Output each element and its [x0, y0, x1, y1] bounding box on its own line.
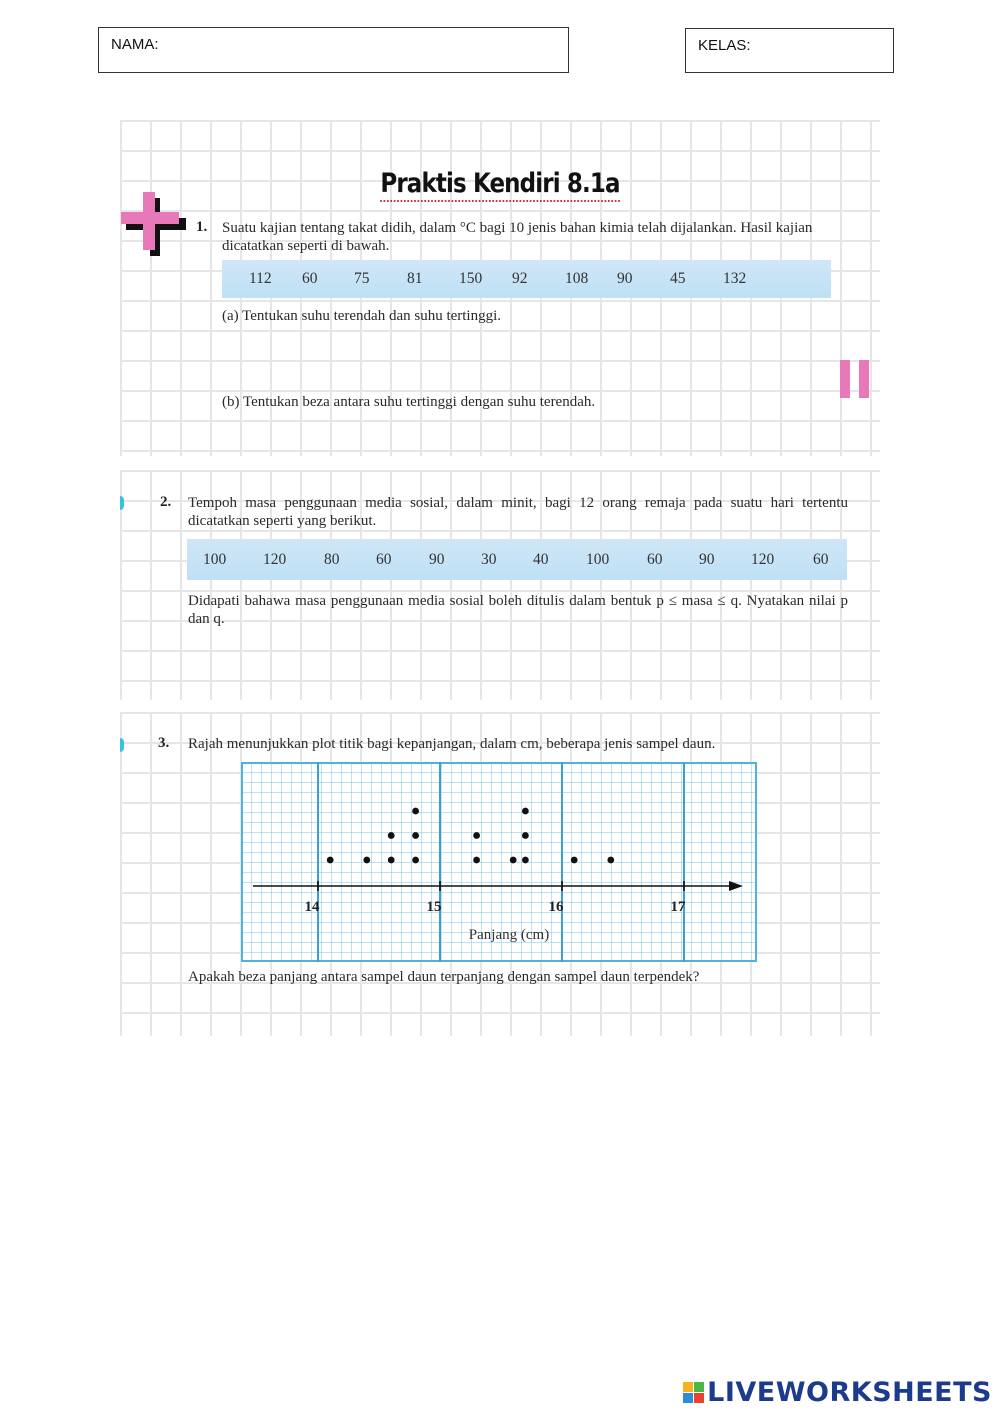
liveworksheets-text: LIVEWORKSHEETS — [707, 1377, 992, 1408]
q2-value: 60 — [647, 550, 663, 568]
q3-text: Rajah menunjukkan plot titik bagi kepanjangan, dalam cm, beberapa jenis sampel daun. — [188, 736, 716, 752]
q1-value: 81 — [407, 270, 423, 287]
logo-tile — [683, 1382, 693, 1392]
q1-number: 1. — [196, 219, 208, 235]
q2-value: 30 — [481, 550, 497, 568]
q2-number: 2. — [160, 494, 172, 510]
data-point — [412, 832, 419, 839]
q2-text: Tempoh masa penggunaan media sosial, dalam minit, bagi 12 orang remaja pada suatu hari tertentu dicatatkan seperti yang berikut. — [188, 495, 848, 529]
tick-label: 15 — [426, 899, 442, 915]
q1-value: 60 — [302, 270, 318, 287]
q1-value: 45 — [670, 270, 686, 287]
data-point — [607, 857, 614, 864]
tick-label: 16 — [548, 899, 564, 915]
data-point — [473, 832, 480, 839]
data-point — [571, 857, 578, 864]
tick-label: 14 — [304, 899, 320, 915]
q1-value: 150 — [459, 270, 483, 287]
data-point — [412, 808, 419, 815]
q1-part-a: (a) Tentukan suhu terendah dan suhu tertinggi. — [222, 308, 502, 324]
q3-marker — [120, 738, 124, 752]
q2-marker — [120, 496, 124, 510]
dot-plot-chart — [241, 762, 757, 962]
q1-text: Suatu kajian tentang takat didih, dalam °C bagi 10 jenis bahan kimia telah dijalankan. Hasil kajian dicatatkan seperti di bawah. — [222, 220, 813, 254]
logo-tile — [694, 1393, 704, 1403]
q2-value: 60 — [376, 550, 392, 568]
q2-value: 80 — [324, 550, 340, 568]
q1-value: 112 — [249, 270, 272, 287]
q2-value: 90 — [429, 550, 445, 568]
data-point — [327, 857, 334, 864]
q1-value: 108 — [565, 270, 589, 287]
nama-label: NAMA: — [111, 36, 159, 53]
q2-data-band — [187, 539, 847, 580]
q1-part-b: (b) Tentukan beza antara suhu tertinggi dengan suhu terendah. — [222, 394, 596, 410]
worksheet-title: Praktis Kendiri 8.1a — [75, 168, 925, 199]
x-axis-label: Panjang (cm) — [468, 927, 550, 943]
q3-number: 3. — [158, 735, 170, 751]
nama-field[interactable] — [98, 27, 569, 73]
data-point — [522, 832, 529, 839]
data-point — [388, 832, 395, 839]
logo-tile — [694, 1382, 704, 1392]
data-point — [412, 857, 419, 864]
logo-tile — [683, 1393, 693, 1403]
kelas-label: KELAS: — [698, 37, 751, 54]
data-point — [388, 857, 395, 864]
liveworksheets-icon — [683, 1382, 704, 1403]
data-point — [510, 857, 517, 864]
q1-data-band — [222, 260, 831, 298]
q2-value: 100 — [203, 550, 227, 568]
q2-value: 120 — [263, 550, 287, 568]
q2-value: 90 — [699, 550, 715, 568]
q2-value: 120 — [751, 550, 775, 568]
kelas-field[interactable] — [685, 28, 894, 73]
q1-value: 90 — [617, 270, 633, 287]
tick-label: 17 — [670, 899, 686, 915]
q2-value: 60 — [813, 550, 829, 568]
data-point — [363, 857, 370, 864]
q1-value: 75 — [354, 270, 370, 287]
q2-value: 100 — [586, 550, 610, 568]
q1-value: 132 — [723, 270, 747, 287]
q2-value: 40 — [533, 550, 549, 568]
data-point — [522, 857, 529, 864]
liveworksheets-logo — [683, 1377, 992, 1408]
q2-text2: Didapati bahawa masa penggunaan media sosial boleh ditulis dalam bentuk p ≤ masa ≤ q. Nyatakan nilai p dan q. — [188, 593, 848, 627]
data-point — [473, 857, 480, 864]
q3-question: Apakah beza panjang antara sampel daun terpanjang dengan sampel daun terpendek? — [188, 969, 700, 985]
data-point — [522, 808, 529, 815]
q1-value: 92 — [512, 270, 528, 287]
